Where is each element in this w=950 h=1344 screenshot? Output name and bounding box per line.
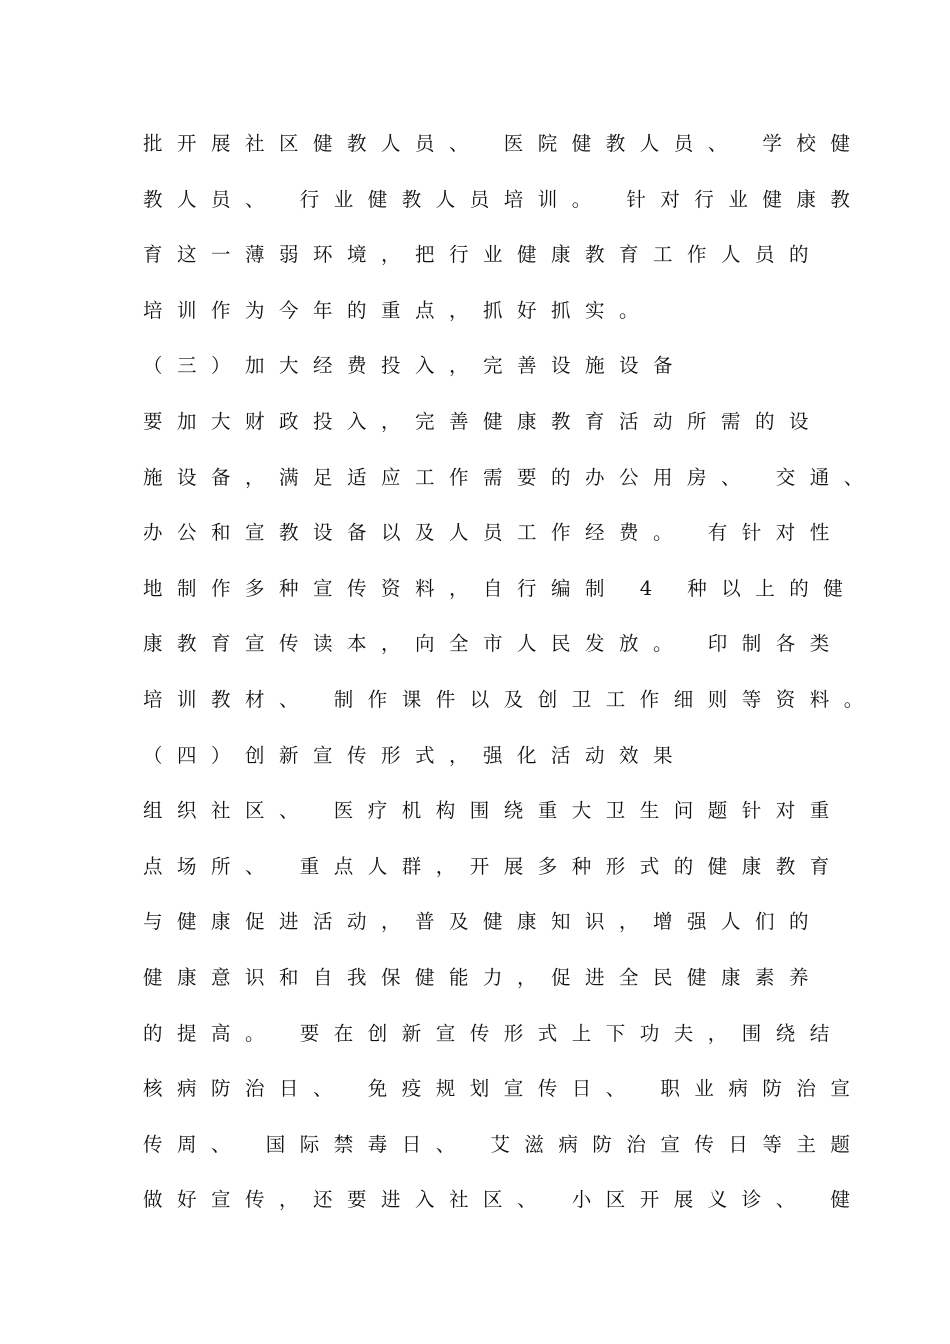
text-line: 的提高。 要在创新宣传形式上下功夫，围绕结	[143, 1022, 844, 1045]
text-line: 点场所、 重点人群，开展多种形式的健康教育	[143, 855, 844, 878]
text-line: 康教育宣传读本，向全市人民发放。 印制各类	[143, 632, 844, 655]
text-line: 做好宣传，还要进入社区、 小区开展义诊、 健	[143, 1188, 865, 1211]
text-line: 核病防治日、 免疫规划宣传日、 职业病防治宣	[143, 1077, 865, 1100]
text-line: 组织社区、 医疗机构围绕重大卫生问题针对重	[143, 799, 844, 822]
text-line: 健康意识和自我保健能力，促进全民健康素养	[143, 966, 824, 989]
text-line: 培训教材、 制作课件以及创卫工作细则等资料。	[143, 688, 878, 711]
text-line: 传周、 国际禁毒日、 艾滋病防治宣传日等主题	[143, 1133, 865, 1156]
section-heading: （四）创新宣传形式，强化活动效果	[143, 744, 688, 767]
text-line: 要加大财政投入，完善健康教育活动所需的设	[143, 410, 824, 433]
text-line: 施设备，满足适应工作需要的办公用房、 交通、	[143, 466, 878, 489]
text-line: 与健康促进活动，普及健康知识，增强人们的	[143, 910, 824, 933]
text-line: 地制作多种宣传资料，自行编制 4 种以上的健	[143, 577, 858, 600]
text-line: 教人员、 行业健教人员培训。 针对行业健康教	[143, 188, 865, 211]
text-line: 批开展社区健教人员、 医院健教人员、 学校健	[143, 132, 865, 155]
text-line: 培训作为今年的重点，抓好抓实。	[143, 299, 654, 322]
text-line: 育这一薄弱环境，把行业健康教育工作人员的	[143, 243, 824, 266]
text-line: 办公和宣教设备以及人员工作经费。 有针对性	[143, 521, 844, 544]
section-heading: （三）加大经费投入，完善设施设备	[143, 354, 688, 377]
